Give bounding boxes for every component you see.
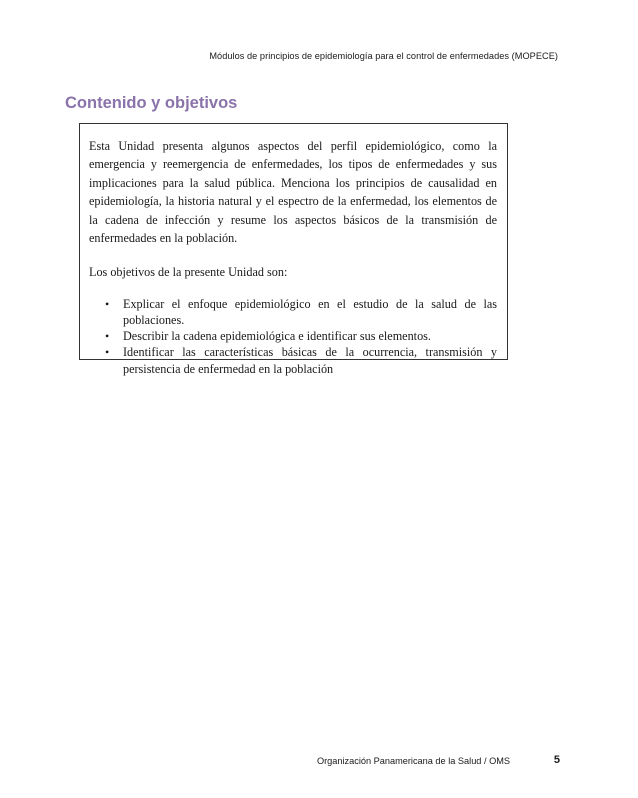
objective-text: Describir la cadena epidemiológica e identificar sus elementos.	[123, 329, 431, 344]
section-title: Contenido y objetivos	[65, 94, 238, 112]
objectives-list	[89, 296, 497, 377]
bullet-icon: •	[105, 345, 110, 360]
page-footer: Organización Panamericana de la Salud / OMS	[316, 756, 510, 766]
bullet-icon: •	[105, 329, 110, 344]
objectives-intro: Los objetivos de la presente Unidad son:	[89, 265, 288, 280]
objective-item	[105, 344, 497, 376]
objective-text: Identificar las características básicas de la ocurrencia, transmisión y persistencia de enfermedad en la población	[123, 345, 497, 376]
bullet-icon: •	[105, 296, 110, 311]
running-header: Módulos de principios de epidemiología para el control de enfermedades (MOPECE)	[209, 51, 558, 61]
intro-paragraph: Esta Unidad presenta algunos aspectos del perfil epidemiológico, como la emergencia y reemergencia de enfermedades, los tipos de enfermedades y sus implicaciones para la salud pública. Menciona los principios de causalidad en epidemiología, la historia natural y el espectro de la enfermedad, los elementos de la cadena de infección y resume los aspectos básicos de la transmisión de enfermedades en la población.	[89, 139, 497, 246]
objective-item	[105, 296, 497, 328]
page-number: 5	[553, 754, 560, 766]
content-objectives-box	[79, 123, 508, 376]
objective-item	[105, 328, 497, 344]
objective-text: Explicar el enfoque epidemiológico en el estudio de la salud de las poblaciones.	[123, 296, 497, 328]
